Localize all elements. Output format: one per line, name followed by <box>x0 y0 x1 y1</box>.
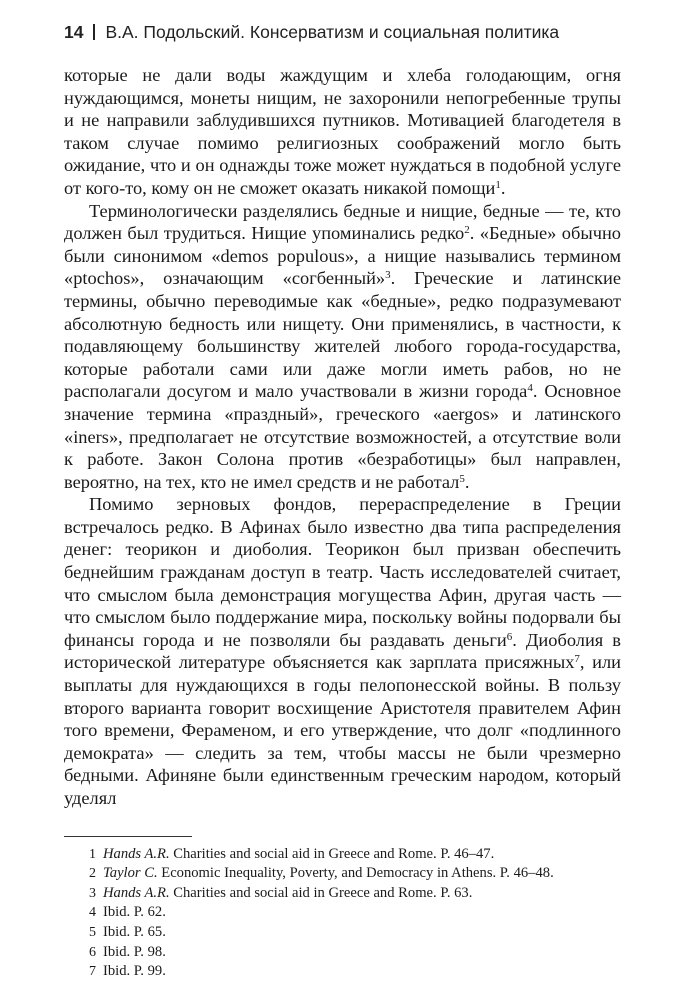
footnote <box>64 903 621 923</box>
footnote-text <box>103 845 494 865</box>
paragraph-2-seg-3: . Греческие и латинские термины, обычно переводимые как «бедные», редко подразумевают абсолютную бедность или нищету. Они применялись, в частности, к подавляющему большинству жителей любого города-государства, которые работали сами или даже могли иметь рабов, но не располагали досугом и мало участвовали в жизни города <box>64 268 621 402</box>
footnote-number: 1 <box>89 846 96 862</box>
footnote-text <box>103 903 166 923</box>
footnote-source: Charities and social aid in Greece and Rome. P. 63. <box>169 884 473 901</box>
paragraph-2-seg-5: . <box>464 471 470 492</box>
footnote-text <box>103 884 472 904</box>
footnote-author: Hands A.R. <box>103 845 170 862</box>
footnote <box>64 845 621 865</box>
footnote-text <box>103 943 166 963</box>
footnote-ref: 2 <box>464 224 470 237</box>
footnote-source: Ibid. P. 98. <box>103 943 166 960</box>
footnote <box>64 943 621 963</box>
footnote-source: Ibid. P. 99. <box>103 963 166 980</box>
running-header <box>64 22 621 52</box>
paragraph-2-seg-4: . Основное значение термина «праздный», греческого «aergos» и латинского «iners», предполагает не отсутствие возможностей, а отсутствие воли к работе. Закон Солона против «безработицы» был направлен, вероятно, на тех, кто не имел средств и не работал <box>64 381 621 492</box>
footnote-ref: 3 <box>385 269 391 282</box>
paragraph-2-seg-1: Терминологически разделялись бедные и нищие, бедные — те, кто должен был трудиться. Нищие упоминались редко <box>64 200 621 244</box>
paragraph-3-seg-1: Помимо зерновых фондов, перераспределение в Греции встречалось редко. В Афинах было известно два типа распределения денег: теорикон и диоболия. Теорикон был призван обеспечить беднейшим гражданам доступ в театр. Часть исследователей считает, что смыслом была демонстрация могущества Афин, другая часть — что смыслом было поддержание мира, поскольку войны подорвали бы финансы города и не позволяли бы раздавать деньги <box>64 494 621 650</box>
paragraph-2-seg-2: . «Бедные» обычно были синонимом «demos populous», а нищие назывались термином «ptochos», означающим «согбенный» <box>64 223 622 289</box>
footnote-number: 5 <box>89 924 96 940</box>
footnote-text <box>103 923 166 943</box>
footnote-text <box>103 962 166 982</box>
footnote-ref: 1 <box>495 178 501 191</box>
footnote <box>64 864 621 884</box>
paragraph-3-seg-3: , или выплаты для нуждающихся в годы пелопонесской войны. В пользу второго варианта говорит восхищение Аристотеля правителем Афин того времени, Фераменом, и его утверждение, что долг «подлинного демократа» — следить за тем, чтобы массы не были чрезмерно бедными. Афиняне были единственным греческим народом, который уделял <box>64 652 621 808</box>
footnote-author: Taylor C. <box>103 865 158 882</box>
body-text <box>64 64 621 810</box>
paragraph-3-seg-2: . Диоболия в исторической литературе объясняется как зарплата присяжных <box>64 629 621 673</box>
footnote <box>64 923 621 943</box>
footnote-ref: 4 <box>527 382 533 395</box>
footnote-source: Ibid. P. 62. <box>103 904 166 921</box>
footnote-number: 4 <box>89 905 96 921</box>
footnote-number: 3 <box>89 885 96 901</box>
paragraph-1-text: которые не дали воды жаждущим и хлеба голодающим, огня нуждающимся, монеты нищим, не захоронили непогребенные трупы и не направили заблудившихся путников. Мотивацией благодетеля в таком случае помимо религиозных соображений могло быть ожидание, что и он однажды тоже может нуждаться в подобной услуге от кого-то, кому он не сможет оказать никакой помощи <box>64 65 621 198</box>
footnote-number: 7 <box>89 964 96 980</box>
footnote-ref: 5 <box>459 472 465 485</box>
footnote-source: Charities and social aid in Greece and Rome. P. 46–47. <box>169 845 495 862</box>
paragraph-1-end: . <box>500 177 506 198</box>
footnote-ref: 6 <box>506 630 513 643</box>
footnote-number: 6 <box>89 944 96 960</box>
footnote-author: Hands A.R. <box>103 884 170 901</box>
footnote-ref: 7 <box>574 653 580 666</box>
footnote-rule <box>64 836 192 837</box>
page-number: 14 <box>64 22 84 42</box>
footnote-source: Ibid. P. 65. <box>103 923 166 940</box>
running-title: В.А. Подольский. Консерватизм и социальная политика <box>105 22 560 42</box>
footnote <box>64 884 621 904</box>
footnotes <box>64 845 621 982</box>
paragraph-1 <box>64 64 621 200</box>
footnote-text <box>103 864 554 884</box>
header-separator <box>93 24 95 40</box>
footnote-number: 2 <box>89 866 96 882</box>
paragraph-2 <box>64 200 621 494</box>
footnote-source: Economic Inequality, Poverty, and Democracy in Athens. P. 46–48. <box>157 865 554 882</box>
footnote <box>64 962 621 982</box>
paragraph-3 <box>64 493 621 809</box>
